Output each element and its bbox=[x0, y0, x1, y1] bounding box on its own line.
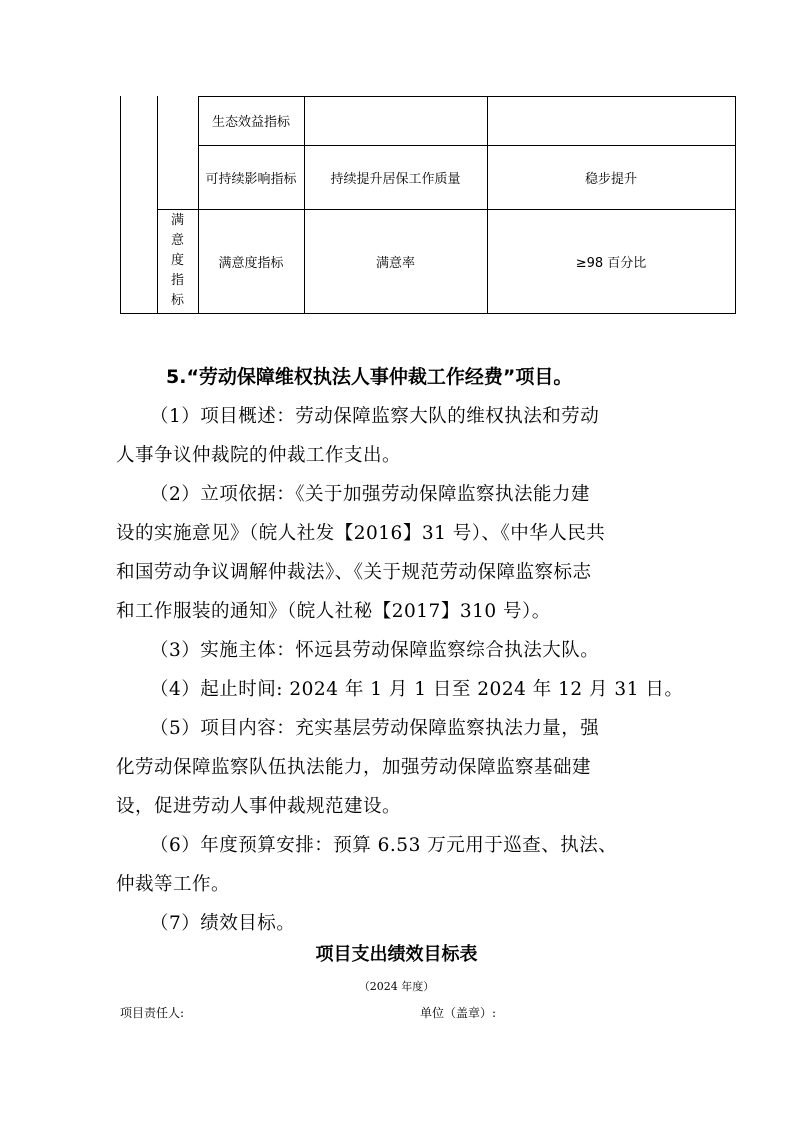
table-border bbox=[735, 96, 736, 314]
table-title: 项目支出绩效目标表 bbox=[315, 944, 478, 965]
table-cell-indicator: 满意度指标 bbox=[218, 255, 284, 271]
category-char: 满 bbox=[170, 213, 184, 228]
paragraph-line: 设，促进劳动人事仲裁规范建设。 bbox=[116, 796, 402, 817]
table-border bbox=[120, 96, 121, 314]
section-heading: 5.“劳动保障维权执法人事仲裁工作经费”项目。 bbox=[166, 366, 573, 388]
paragraph-line: （2）立项依据：《关于加强劳动保障监察执法能力建 bbox=[150, 484, 591, 505]
table-cell-indicator: 可持续影响指标 bbox=[205, 171, 297, 187]
paragraph-line: 设的实施意见》（皖人社发【2016】31 号）、《中华人民共 bbox=[116, 523, 606, 544]
category-char: 度 bbox=[170, 253, 184, 268]
paragraph-line: 和国劳动争议调解仲裁法》、《关于规范劳动保障监察标志 bbox=[116, 562, 592, 583]
table-cell-content bbox=[304, 96, 487, 145]
table-cell-target: 稳步提升 bbox=[584, 171, 637, 187]
category-char: 指 bbox=[170, 273, 184, 288]
table-cell-target bbox=[487, 96, 735, 145]
paragraph-line: 人事争议仲裁院的仲裁工作支出。 bbox=[116, 445, 402, 466]
table-cell-content: 满意率 bbox=[375, 255, 415, 271]
paragraph-line: （3）实施主体：怀远县劳动保障监察综合执法大队。 bbox=[150, 640, 600, 661]
unit-label: 单位（盖章）: bbox=[420, 1006, 497, 1020]
paragraph-line: 仲裁等工作。 bbox=[116, 874, 231, 895]
paragraph-line: 和工作服装的通知》（皖人社秘【2017】310 号）。 bbox=[116, 601, 551, 622]
paragraph-line: （6）年度预算安排：预算 6.53 万元用于巡查、执法、 bbox=[150, 835, 618, 856]
table-cell-target: ≥98 百分比 bbox=[575, 255, 647, 271]
paragraph-line: 化劳动保障监察队伍执法能力，加强劳动保障监察基础建 bbox=[116, 757, 592, 778]
paragraph-line: （4）起止时间: 2024 年 1 月 1 日至 2024 年 12 月 31 日。 bbox=[150, 679, 684, 700]
paragraph-line: （5）项目内容：充实基层劳动保障监察执法力量，强 bbox=[150, 718, 600, 739]
paragraph-line: （1）项目概述：劳动保障监察大队的维权执法和劳动 bbox=[150, 406, 600, 427]
paragraph-line: （7）绩效目标。 bbox=[150, 913, 296, 934]
responsible-label: 项目责任人: bbox=[120, 1006, 185, 1020]
table-cell-category bbox=[157, 209, 198, 313]
category-char: 标 bbox=[170, 293, 184, 308]
table-cell-indicator: 生态效益指标 bbox=[211, 115, 290, 130]
table-cell-content: 持续提升居保工作质量 bbox=[330, 171, 461, 187]
performance-table bbox=[120, 96, 736, 314]
category-char: 意 bbox=[170, 233, 184, 248]
table-year: （2024 年度） bbox=[358, 980, 435, 993]
table-border bbox=[120, 313, 736, 314]
